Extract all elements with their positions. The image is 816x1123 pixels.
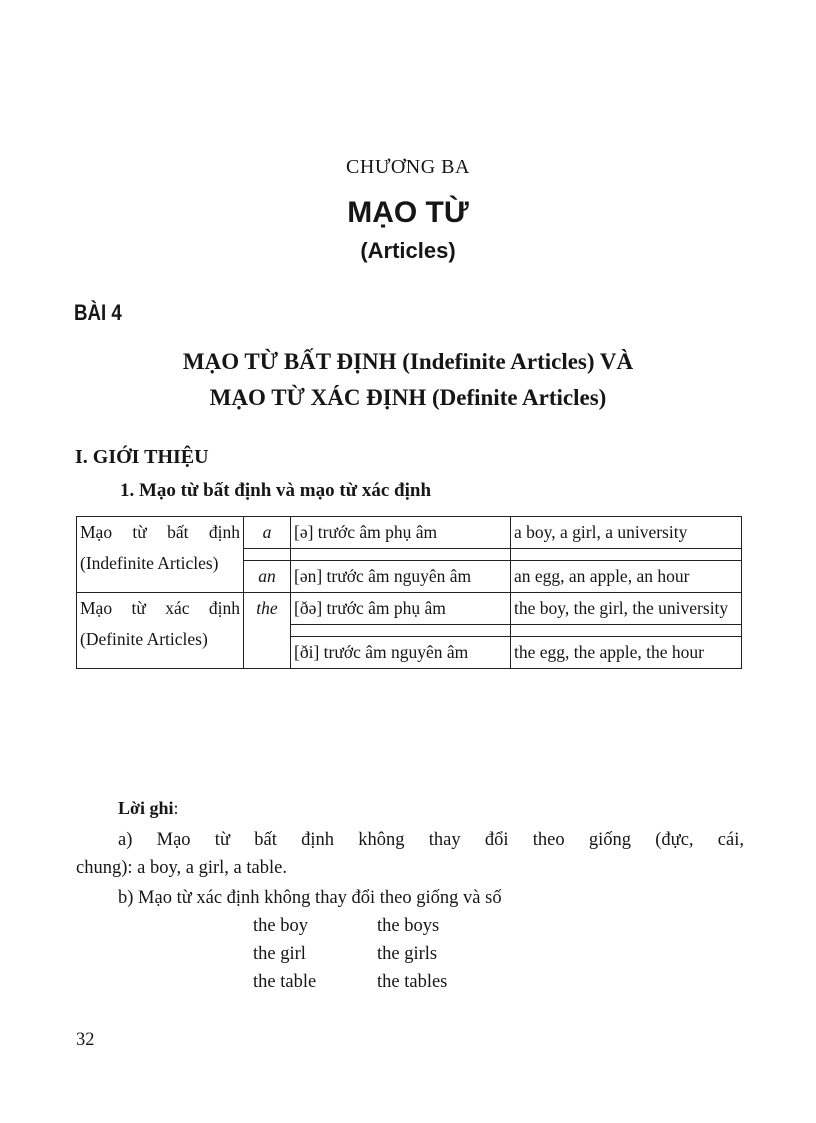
lesson-heading-line-1: MẠO TỪ BẤT ĐỊNH (Indefinite Articles) VÀ <box>182 349 634 374</box>
examples-cell: an egg, an apple, an hour <box>511 561 742 593</box>
example-plural: the girls <box>377 944 438 964</box>
section-heading: I. GIỚI THIỆU <box>75 446 209 468</box>
indefinite-label-cell: Mạo từ bất định (Indefinite Articles) <box>77 517 244 593</box>
chapter-title: MẠO TỪ <box>347 196 469 229</box>
page-number: 32 <box>76 1030 95 1050</box>
sound-cell: [ən] trước âm nguyên âm <box>291 561 511 593</box>
sound-cell: [ði] trước âm nguyên âm <box>291 637 511 669</box>
table-row <box>77 517 742 549</box>
definite-label-cell: Mạo từ xác định (Definite Articles) <box>77 593 244 669</box>
chapter-label: CHƯƠNG BA <box>346 156 470 178</box>
articles-table <box>76 516 742 669</box>
table-row <box>77 593 742 625</box>
note-a-line-1: a) Mạo từ bất định không thay đổi theo giống (đực, cái, <box>118 830 744 850</box>
sound-cell: [ðə] trước âm phụ âm <box>291 593 511 625</box>
examples-cell: the egg, the apple, the hour <box>511 637 742 669</box>
note-a-line-2: chung): a boy, a girl, a table. <box>76 858 287 878</box>
examples-cell: a boy, a girl, a university <box>511 517 742 549</box>
article-cell: a <box>244 517 291 549</box>
lesson-label: BÀI 4 <box>74 300 122 325</box>
examples-cell: the boy, the girl, the university <box>511 593 742 625</box>
article-cell: an <box>244 561 291 593</box>
example-plural: the tables <box>377 972 448 992</box>
chapter-subtitle: (Articles) <box>360 238 456 263</box>
example-plural: the boys <box>377 916 440 936</box>
example-singular: the girl <box>253 944 306 964</box>
note-label: Lời ghi: <box>118 798 179 818</box>
example-singular: the boy <box>253 916 308 936</box>
lesson-heading-line-2: MẠO TỪ XÁC ĐỊNH (Definite Articles) <box>209 385 607 410</box>
article-cell: the <box>244 593 291 669</box>
sound-cell: [ə] trước âm phụ âm <box>291 517 511 549</box>
note-b: b) Mạo từ xác định không thay đổi theo giống và số <box>118 888 502 908</box>
subsection-heading: 1. Mạo từ bất định và mạo từ xác định <box>120 480 432 501</box>
example-singular: the table <box>253 972 317 992</box>
